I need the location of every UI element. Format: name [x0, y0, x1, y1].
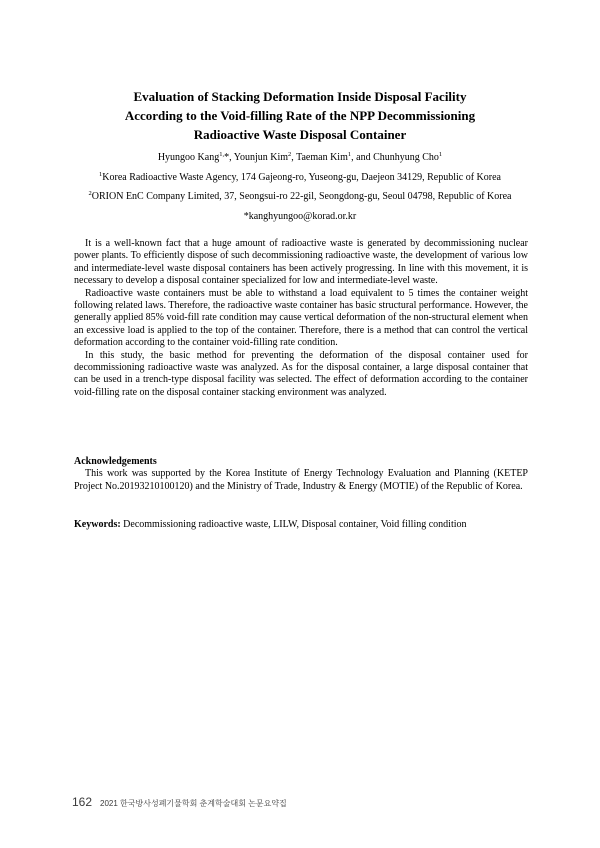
page-number: 162: [72, 795, 93, 809]
abstract-body: [74, 238, 528, 399]
title-line-3: Radioactive Waste Disposal Container: [193, 127, 407, 142]
affiliation-2: [40, 190, 560, 204]
acknowledgements-heading: Acknowledgements: [74, 456, 157, 467]
title-line-1: Evaluation of Stacking Deformation Inside Disposal Facility: [133, 89, 467, 104]
author-separator: ,: [291, 152, 297, 163]
author-separator: , and: [351, 152, 374, 163]
keywords-label: Keywords:: [74, 519, 121, 530]
affiliation-mark: 1: [99, 171, 103, 178]
body-paragraph: It is a well-known fact that a huge amount of radioactive waste is generated by decommissioning nuclear power plants. To efficiently dispose of such decommissioning radioactive waste, the development of various low and intermediate-level waste disposal containers has been actively progressing. In line with this movement, it is necessary to develop a disposal container specialized for low and intermediate-level waste.: [74, 238, 528, 287]
author-name: Chunhyung Cho: [373, 152, 439, 163]
proceedings-title: 2021 한국방사성폐기물학회 춘계학술대회 논문요약집: [100, 799, 287, 808]
affiliation-text: Korea Radioactive Waste Agency, 174 Gajeong-ro, Yuseong-gu, Daejeon 34129, Republic of Korea: [102, 172, 501, 183]
acknowledgements-text: This work was supported by the Korea Institute of Energy Technology Evaluation and Planning (KETEP Project No.20193210100120) and the Ministry of Trade, Industry & Energy (MOTIE) of the Republic of Korea.: [74, 468, 528, 492]
affiliation-mark: 2: [88, 190, 92, 197]
author-affiliation-mark: 1,: [219, 151, 225, 158]
corresponding-email: *kanghyungoo@korad.or.kr: [243, 211, 357, 222]
title-line-2: According to the Void-filling Rate of the NPP Decommissioning: [124, 108, 476, 123]
author-affiliation-mark: 2: [288, 151, 292, 158]
author-name: Hyungoo Kang: [157, 152, 220, 163]
acknowledgements-section: [74, 456, 528, 493]
author-affiliation-mark: 1: [438, 151, 443, 158]
affiliation-text: ORION EnC Company Limited, 37, Seongsui-ro 22-gil, Seongdong-gu, Seoul 04798, Republic of Korea: [91, 191, 512, 202]
author-name: Younjun Kim: [233, 152, 288, 163]
author-affiliation-mark: 1: [347, 151, 352, 158]
paper-title: [60, 87, 540, 144]
body-paragraph: Radioactive waste containers must be able to withstand a load equivalent to 5 times the container weight following related laws. Therefore, the radioactive waste container has basic structural performance. However, the generally applied 85% void-fill rate condition may cause vertical deformation of the non-structural element when an excessive load is applied to the top of the container. Therefore, there is a method that can control the vertical deformation according to the container void-filling rate condition.: [74, 287, 528, 349]
page-footer: [72, 793, 287, 811]
keywords-section: [74, 519, 528, 531]
keywords-text: Decommissioning radioactive waste, LILW, Disposal container, Void filling condition: [123, 519, 467, 530]
author-list: [60, 151, 540, 165]
affiliation-1: [40, 171, 560, 185]
author-name: Taeman Kim: [296, 152, 348, 163]
body-paragraph: In this study, the basic method for preventing the deformation of the disposal container used for decommissioning radioactive waste was analyzed. As for the disposal container, a large disposal container that can be used in a trench-type disposal facility was selected. The effect of deformation according to the container void-filling rate on the disposal container stacking environment was analyzed.: [74, 349, 528, 398]
corresponding-mark: *,: [224, 152, 234, 163]
